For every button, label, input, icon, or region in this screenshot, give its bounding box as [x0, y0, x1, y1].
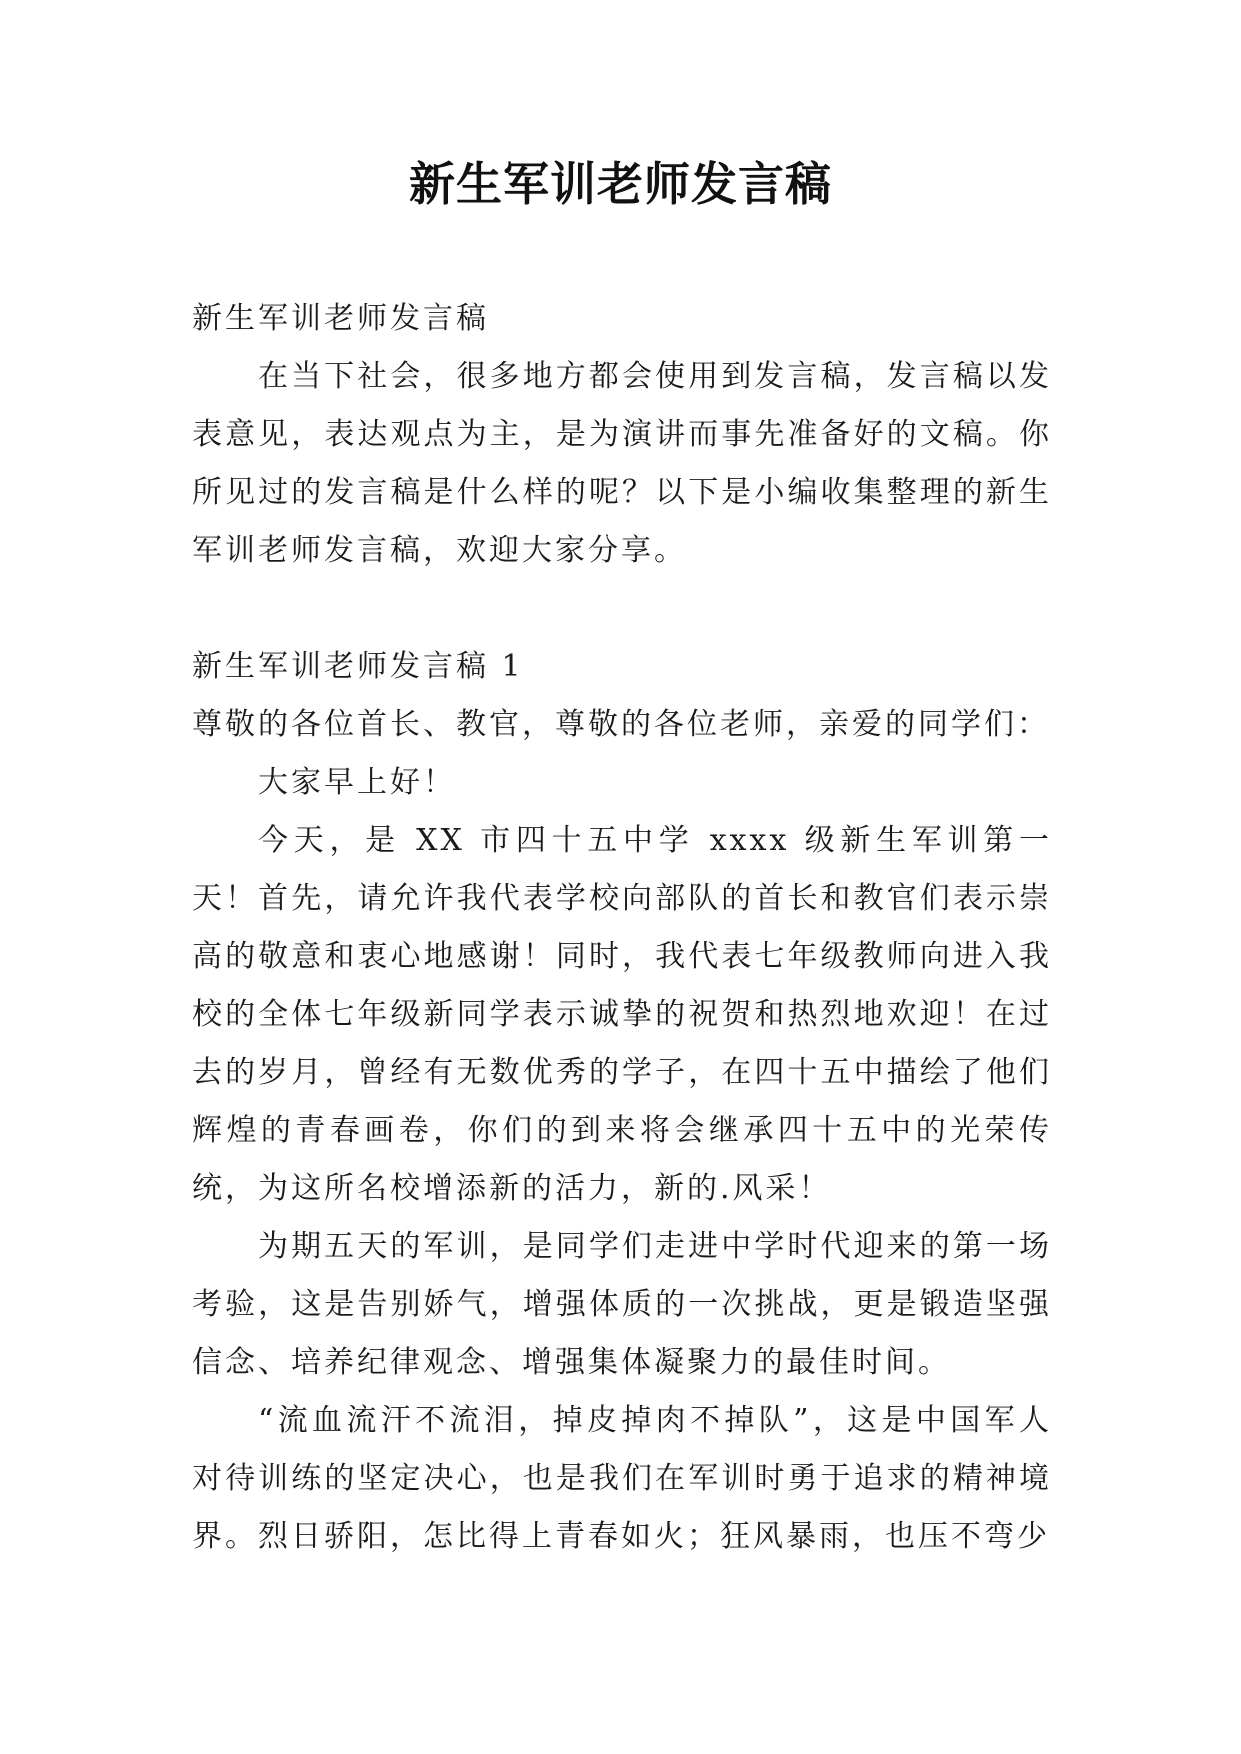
document-body [192, 290, 1052, 1566]
intro-paragraph: 在当下社会，很多地方都会使用到发言稿，发言稿以发表意见，表达观点为主，是为演讲而事先准备好的文稿。你所见过的发言稿是什么样的呢？以下是小编收集整理的新生军训老师发言稿，欢迎大家分享。 [192, 359, 1052, 568]
greeting: 大家早上好！ [258, 765, 456, 800]
body-paragraph: 今天，是 XX 市四十五中学 xxxx 级新生军训第一天！首先，请允许我代表学校向部队的首长和教官们表示崇高的敬意和衷心地感谢！同时，我代表七年级教师向进入我校的全体七年级新同学表示诚挚的祝贺和热烈地欢迎！在过去的岁月，曾经有无数优秀的学子，在四十五中描绘了他们辉煌的青春画卷，你们的到来将会继承四十五中的光荣传统，为这所名校增添新的活力，新的.风采！ [192, 823, 1052, 1206]
body-paragraph: “流血流汗不流泪，掉皮掉肉不掉队”，这是中国军人对待训练的坚定决心，也是我们在军训时勇于追求的精神境界。烈日骄阳，怎比得上青春如火；狂风暴雨，也压不弯少 [192, 1403, 1052, 1554]
section-heading: 新生军训老师发言稿 1 [192, 649, 524, 684]
salutation: 尊敬的各位首长、教官，尊敬的各位老师，亲爱的同学们： [192, 707, 1050, 742]
body-paragraph: 为期五天的军训，是同学们走进中学时代迎来的第一场考验，这是告别娇气，增强体质的一次挑战，更是锻造坚强信念、培养纪律观念、增强集体凝聚力的最佳时间。 [192, 1229, 1052, 1380]
intro-heading: 新生军训老师发言稿 [192, 301, 489, 336]
document-title: 新生军训老师发言稿 [409, 157, 832, 211]
